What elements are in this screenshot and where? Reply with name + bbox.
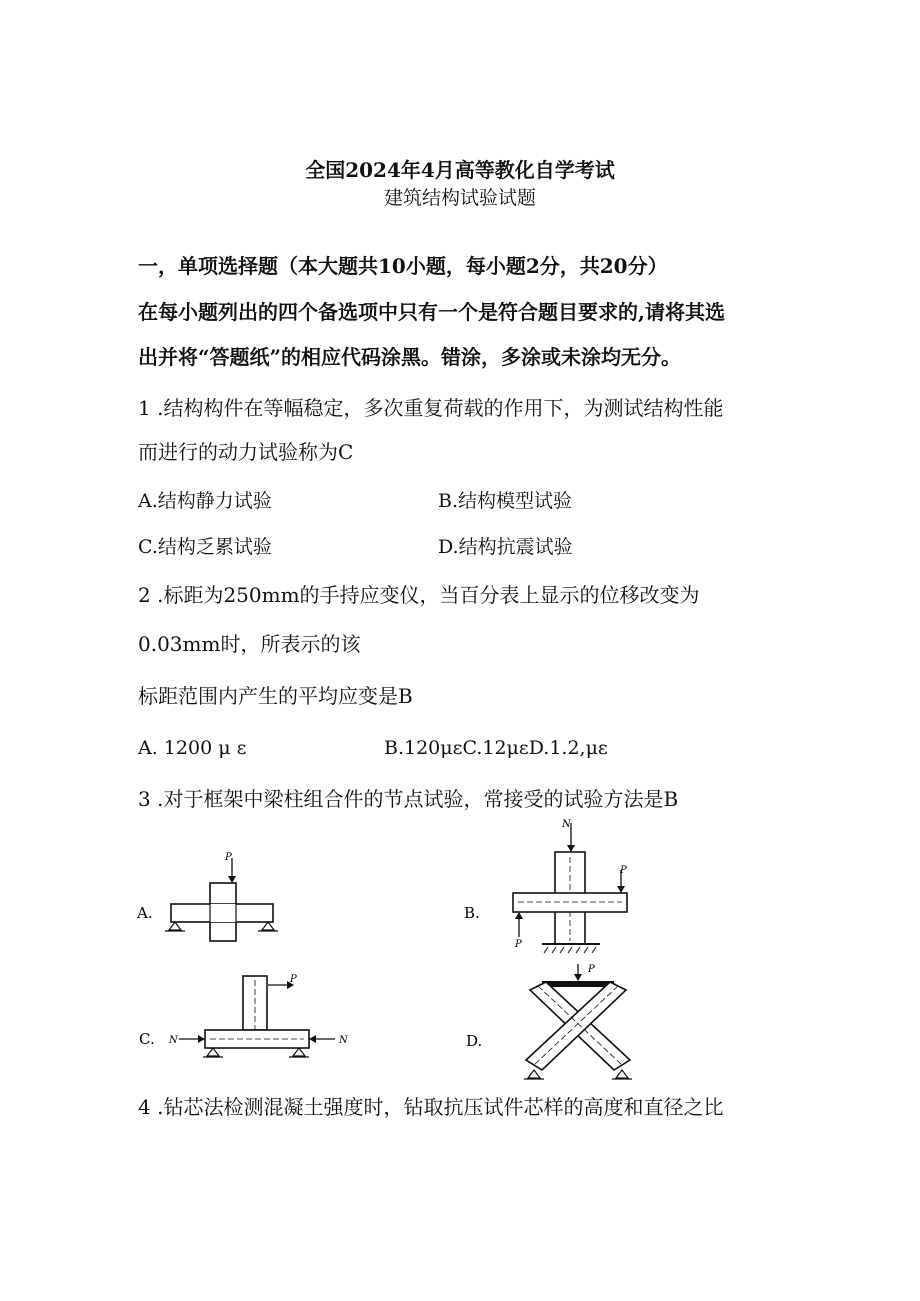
figure-a-load-label: P [225, 852, 232, 863]
question-1-option-d: D.结构抗震试验 [438, 536, 573, 558]
question-1-option-a: A.结构静力试验 [138, 490, 272, 512]
figure-b [460, 815, 640, 960]
figure-a-right-support [262, 922, 274, 930]
question-4-line-1: 4 .钻芯法检测混凝土强度时，钻取抗压试件芯样的高度和直径之比 [138, 1095, 724, 1119]
figure-c-right-load-label: N [339, 1035, 348, 1046]
question-2-line-1: 2 .标距为250mm的手持应变仪，当百分表上显示的位移改变为 [138, 583, 700, 607]
question-2-line-2: 0.03mm时，所表示的该 [138, 632, 361, 656]
figure-c [135, 970, 355, 1070]
question-1-option-b: B.结构模型试验 [438, 490, 573, 512]
figure-a-arrow-head [228, 876, 236, 883]
question-1-line-2: 而进行的动力试验称为C [138, 440, 354, 464]
figure-b-label: B. [464, 904, 480, 922]
figure-c-left-load-label: N [169, 1035, 178, 1046]
question-1-option-c: C.结构乏累试验 [138, 536, 272, 558]
question-3-line-1: 3 .对于框架中梁柱组合件的节点试验，常接受的试验方法是B [138, 787, 679, 811]
question-1-line-1: 1 .结构构件在等幅稳定，多次重复荷载的作用下，为测试结构性能 [138, 396, 724, 420]
figure-a [135, 848, 305, 948]
figure-a-label: A. [137, 904, 153, 922]
instruction-line-1: 在每小题列出的四个备选项中只有一个是符合题目要求的,请将其选 [138, 300, 725, 324]
exam-subtitle: 建筑结构试验试题 [383, 187, 536, 209]
question-2-options-bcd: B.120μεC.12μεD.1.2,με [384, 737, 608, 759]
question-2-line-3: 标距范围内产生的平均应变是B [138, 684, 413, 708]
figure-d-right-support [616, 1070, 628, 1078]
figure-d-left-support [528, 1070, 540, 1078]
question-2-option-a: A. 1200 μ ε [138, 737, 247, 759]
figure-d-loading-beam [542, 981, 614, 987]
figure-c-right-support [293, 1048, 305, 1056]
figure-b-top-load-label: N [562, 819, 571, 830]
figure-b-left-load-label: P [515, 939, 522, 950]
figure-a-left-support [169, 922, 181, 930]
figure-c-label: C. [139, 1030, 155, 1048]
section-heading: 一，单项选择题（本大题共10小题，每小题2分，共20分） [138, 254, 668, 278]
figure-d-label: D. [466, 1032, 483, 1050]
figure-d [460, 962, 640, 1082]
instruction-line-2: 出并将“答题纸”的相应代码涂黑。错涂，多涂或未涂均无分。 [138, 345, 682, 369]
figure-b-right-load-label: P [620, 865, 627, 876]
figure-c-top-load-label: P [290, 974, 297, 985]
figure-c-left-support [207, 1048, 219, 1056]
figure-d-load-label: P [588, 964, 595, 975]
exam-title: 全国2024年4月高等教化自学考试 [305, 158, 615, 182]
